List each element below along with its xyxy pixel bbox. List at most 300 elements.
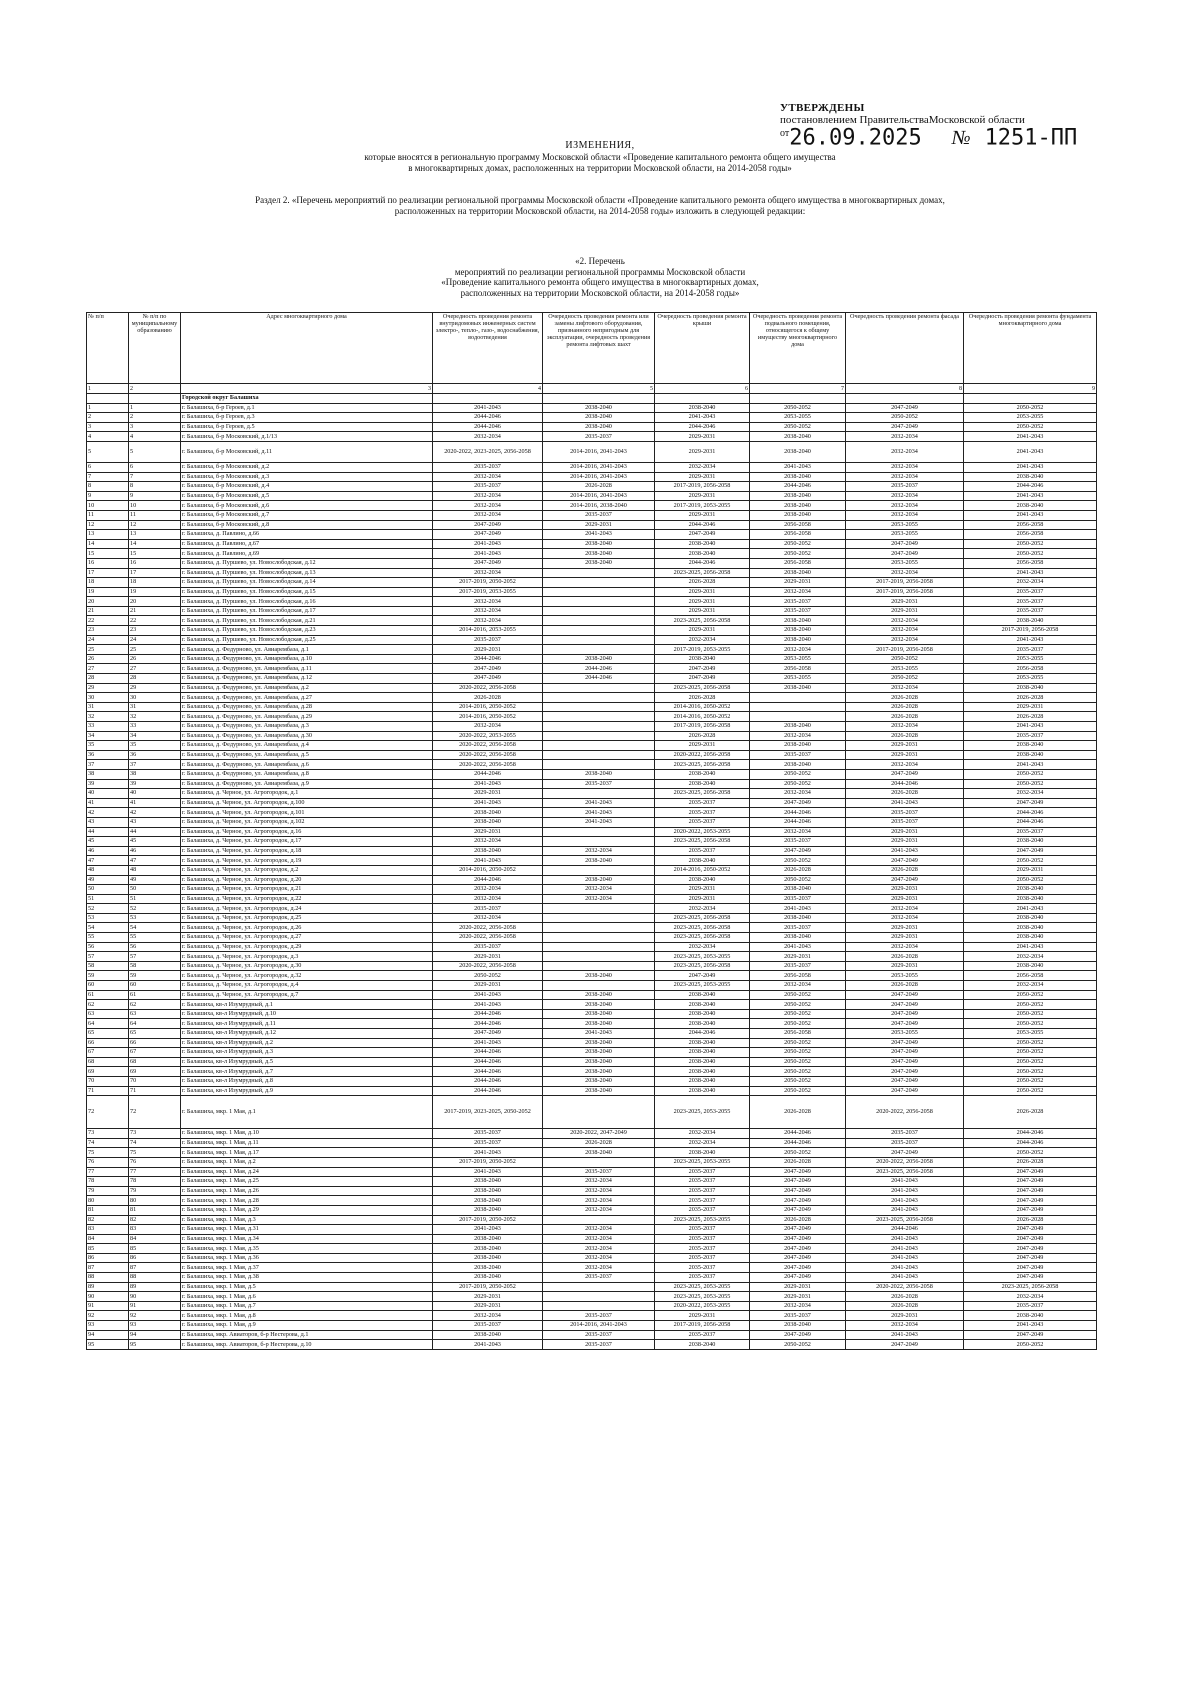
engineering-systems: 2044-2046 [433,654,543,664]
table-row [87,645,1097,655]
row-number: 53 [87,913,129,923]
row-number: 49 [87,875,129,885]
table-row [87,1273,1097,1283]
basement-repair: 2038-2040 [750,1321,846,1331]
elevator-repair [543,837,655,847]
basement-repair: 2050-2052 [750,1057,846,1067]
row-number: 15 [87,549,129,559]
row-number: 67 [87,1048,129,1058]
foundation-repair: 2050-2052 [964,403,1097,413]
house-address: г. Балашиха, б-р Московский, д.8 [181,520,433,530]
roof-repair: 2038-2040 [655,654,750,664]
municipal-number: 7 [129,472,181,482]
basement-repair: 2038-2040 [750,501,846,511]
table-row [87,731,1097,741]
house-address: г. Балашиха, б-р Героев, д.3 [181,413,433,423]
municipal-number: 49 [129,875,181,885]
facade-repair: 2041-2043 [846,1273,964,1283]
foundation-repair: 2026-2028 [964,1157,1097,1167]
house-address: г. Балашиха, мкр. 1 Мая, д.2 [181,1157,433,1167]
foundation-repair: 2047-2049 [964,1177,1097,1187]
basement-repair: 2038-2040 [750,635,846,645]
engineering-systems: 2035-2037 [433,1321,543,1331]
table-row [87,413,1097,423]
table-row [87,568,1097,578]
engineering-systems: 2029-2031 [433,952,543,962]
roof-repair: 2035-2037 [655,1263,750,1273]
facade-repair: 2053-2055 [846,1029,964,1039]
table-row [87,635,1097,645]
municipal-number: 45 [129,837,181,847]
approval-line: постановлением ПравительстваМосковской области [780,114,1025,126]
roof-repair: 2032-2034 [655,1138,750,1148]
engineering-systems: 2041-2043 [433,1167,543,1177]
municipal-number: 39 [129,779,181,789]
elevator-repair: 2032-2034 [543,894,655,904]
engineering-systems: 2020-2022, 2056-2058 [433,760,543,770]
elevator-repair: 2014-2016, 2041-2043 [543,472,655,482]
row-number: 36 [87,750,129,760]
engineering-systems: 2044-2046 [433,1067,543,1077]
elevator-repair: 2032-2034 [543,1253,655,1263]
engineering-systems: 2047-2049 [433,558,543,568]
house-address: г. Балашиха, мкр. 1 Мая, д.35 [181,1244,433,1254]
row-number: 44 [87,827,129,837]
foundation-repair: 2026-2028 [964,712,1097,722]
elevator-repair: 2038-2040 [543,403,655,413]
row-number: 58 [87,961,129,971]
elevator-repair [543,1301,655,1311]
facade-repair: 2029-2031 [846,597,964,607]
region-name: Городской округ Балашиха [181,394,433,404]
roof-repair: 2038-2040 [655,1086,750,1096]
facade-repair: 2020-2022, 2056-2058 [846,1157,964,1167]
elevator-repair: 2038-2040 [543,539,655,549]
elevator-repair [543,616,655,626]
table-row [87,683,1097,693]
elevator-repair [543,1215,655,1225]
house-address: г. Балашиха, кв-л Изумрудный, д.12 [181,1029,433,1039]
foundation-repair: 2032-2034 [964,1292,1097,1302]
table-row [87,693,1097,703]
column-number: 8 [846,384,964,394]
engineering-systems: 2038-2040 [433,1263,543,1273]
facade-repair: 2026-2028 [846,702,964,712]
facade-repair: 2047-2049 [846,1067,964,1077]
basement-repair: 2053-2055 [750,413,846,423]
foundation-repair: 2038-2040 [964,894,1097,904]
row-number: 82 [87,1215,129,1225]
facade-repair: 2029-2031 [846,827,964,837]
engineering-systems: 2044-2046 [433,1086,543,1096]
house-address: г. Балашиха, д. Пуршево, ул. Новослободская, д.14 [181,578,433,588]
house-address: г. Балашиха, д. Пуршево, ул. Новослободская, д.13 [181,568,433,578]
engineering-systems: 2014-2016, 2050-2052 [433,865,543,875]
table-row [87,626,1097,636]
elevator-repair [543,981,655,991]
municipal-number: 9 [129,491,181,501]
house-address: г. Балашиха, мкр. 1 Мая, д.8 [181,1311,433,1321]
table-row [87,1096,1097,1129]
municipal-number: 20 [129,597,181,607]
roof-repair: 2023-2025, 2056-2058 [655,837,750,847]
foundation-repair: 2050-2052 [964,856,1097,866]
column-number: 5 [543,384,655,394]
basement-repair: 2035-2037 [750,961,846,971]
basement-repair: 2038-2040 [750,722,846,732]
row-number: 77 [87,1167,129,1177]
facade-repair: 2041-2043 [846,846,964,856]
foundation-repair: 2050-2052 [964,1340,1097,1350]
basement-repair: 2038-2040 [750,568,846,578]
facade-repair: 2047-2049 [846,1148,964,1158]
row-number: 4 [87,432,129,442]
facade-repair: 2047-2049 [846,1000,964,1010]
engineering-systems: 2038-2040 [433,1205,543,1215]
table-row [87,422,1097,432]
facade-repair: 2032-2034 [846,501,964,511]
elevator-repair: 2014-2016, 2041-2043 [543,462,655,472]
row-number: 85 [87,1244,129,1254]
foundation-repair: 2041-2043 [964,722,1097,732]
roof-repair: 2035-2037 [655,817,750,827]
elevator-repair [543,578,655,588]
row-number: 26 [87,654,129,664]
roof-repair: 2014-2016, 2050-2052 [655,702,750,712]
row-number: 63 [87,1009,129,1019]
basement-repair: 2038-2040 [750,472,846,482]
table-row [87,789,1097,799]
foundation-repair: 2041-2043 [964,904,1097,914]
house-address: г. Балашиха, д. Черное, ул. Агрогородок, д.27 [181,933,433,943]
house-address: г. Балашиха, мкр. 1 Мая, д.1 [181,1096,433,1129]
roof-repair: 2029-2031 [655,587,750,597]
basement-repair: 2038-2040 [750,933,846,943]
roof-repair: 2023-2025, 2053-2055 [655,1215,750,1225]
basement-repair: 2029-2031 [750,1292,846,1302]
row-number: 81 [87,1205,129,1215]
engineering-systems: 2044-2046 [433,1057,543,1067]
basement-repair: 2047-2049 [750,1186,846,1196]
engineering-systems: 2041-2043 [433,1148,543,1158]
table-row [87,462,1097,472]
roof-repair: 2023-2025, 2053-2055 [655,981,750,991]
header-cell: № п/п по муниципальному образованию [129,313,181,384]
row-number: 45 [87,837,129,847]
engineering-systems: 2032-2034 [433,501,543,511]
facade-repair: 2041-2043 [846,1177,964,1187]
municipal-number: 37 [129,760,181,770]
row-number: 84 [87,1234,129,1244]
foundation-repair: 2041-2043 [964,1321,1097,1331]
foundation-repair: 2047-2049 [964,1273,1097,1283]
municipal-number: 22 [129,616,181,626]
elevator-repair [543,606,655,616]
basement-repair: 2038-2040 [750,510,846,520]
facade-repair: 2026-2028 [846,865,964,875]
roof-repair: 2026-2028 [655,693,750,703]
facade-repair: 2029-2031 [846,885,964,895]
basement-repair: 2050-2052 [750,539,846,549]
foundation-repair: 2026-2028 [964,1215,1097,1225]
row-number: 14 [87,539,129,549]
column-number: 4 [433,384,543,394]
basement-repair: 2038-2040 [750,913,846,923]
foundation-repair: 2035-2037 [964,731,1097,741]
row-number: 79 [87,1186,129,1196]
elevator-repair: 2032-2034 [543,1177,655,1187]
facade-repair: 2032-2034 [846,472,964,482]
region-empty-cell [964,394,1097,404]
foundation-repair: 2035-2037 [964,1301,1097,1311]
table-row [87,1311,1097,1321]
basement-repair: 2047-2049 [750,1253,846,1263]
region-empty-cell [655,394,750,404]
facade-repair: 2050-2052 [846,654,964,664]
elevator-repair: 2026-2028 [543,1138,655,1148]
roof-repair: 2044-2046 [655,422,750,432]
elevator-repair: 2038-2040 [543,971,655,981]
row-number: 68 [87,1057,129,1067]
elevator-repair: 2014-2016, 2041-2043 [543,491,655,501]
house-address: г. Балашиха, мкр. 1 Мая, д.5 [181,1282,433,1292]
house-address: г. Балашиха, д. Федурново, ул. Авиарембаза, д.9 [181,779,433,789]
house-address: г. Балашиха, д. Федурново, ул. Авиарембаза, д.3 [181,722,433,732]
engineering-systems: 2041-2043 [433,1225,543,1235]
table-row [87,1029,1097,1039]
engineering-systems: 2035-2037 [433,482,543,492]
row-number: 57 [87,952,129,962]
basement-repair: 2038-2040 [750,616,846,626]
municipal-number: 19 [129,587,181,597]
engineering-systems: 2029-2031 [433,645,543,655]
section-text [200,195,1000,217]
elevator-repair: 2038-2040 [543,1057,655,1067]
engineering-systems: 2035-2037 [433,462,543,472]
table-row [87,664,1097,674]
roof-repair: 2038-2040 [655,1057,750,1067]
row-number: 25 [87,645,129,655]
row-number: 35 [87,741,129,751]
facade-repair: 2047-2049 [846,875,964,885]
basement-repair: 2056-2058 [750,971,846,981]
facade-repair: 2041-2043 [846,1253,964,1263]
row-number: 95 [87,1340,129,1350]
table-row [87,1048,1097,1058]
basement-repair: 2041-2043 [750,904,846,914]
basement-repair: 2050-2052 [750,1038,846,1048]
house-address: г. Балашиха, кв-л Изумрудный, д.3 [181,1048,433,1058]
column-number: 9 [964,384,1097,394]
foundation-repair: 2050-2052 [964,1038,1097,1048]
facade-repair: 2041-2043 [846,1330,964,1340]
engineering-systems: 2032-2034 [433,616,543,626]
elevator-repair: 2038-2040 [543,1086,655,1096]
row-number: 66 [87,1038,129,1048]
house-address: г. Балашиха, д. Федурново, ул. Авиарембаза, д.30 [181,731,433,741]
engineering-systems: 2020-2022, 2056-2058 [433,933,543,943]
house-address: г. Балашиха, д. Черное, ул. Агрогородок, д.100 [181,798,433,808]
elevator-repair: 2014-2016, 2041-2043 [543,441,655,462]
municipal-number: 25 [129,645,181,655]
roof-repair: 2020-2022, 2053-2055 [655,1301,750,1311]
roof-repair: 2023-2025, 2056-2058 [655,789,750,799]
facade-repair: 2053-2055 [846,971,964,981]
table-row [87,1215,1097,1225]
row-number: 62 [87,1000,129,1010]
house-address: г. Балашиха, д. Павлино, д.67 [181,539,433,549]
elevator-repair: 2044-2046 [543,674,655,684]
foundation-repair: 2047-2049 [964,846,1097,856]
basement-repair: 2029-2031 [750,1282,846,1292]
house-address: г. Балашиха, мкр. 1 Мая, д.25 [181,1177,433,1187]
basement-repair: 2047-2049 [750,1177,846,1187]
roof-repair: 2035-2037 [655,1225,750,1235]
facade-repair: 2017-2019, 2056-2058 [846,578,964,588]
engineering-systems: 2047-2049 [433,530,543,540]
facade-repair: 2029-2031 [846,1311,964,1321]
foundation-repair: 2032-2034 [964,789,1097,799]
facade-repair: 2026-2028 [846,789,964,799]
engineering-systems: 2041-2043 [433,1340,543,1350]
table-row [87,441,1097,462]
house-address: г. Балашиха, д. Федурново, ул. Авиарембаза, д.27 [181,693,433,703]
row-number: 22 [87,616,129,626]
house-address: г. Балашиха, д. Черное, ул. Агрогородок, д.32 [181,971,433,981]
basement-repair: 2026-2028 [750,1096,846,1129]
elevator-repair [543,1292,655,1302]
engineering-systems: 2044-2046 [433,1048,543,1058]
basement-repair: 2026-2028 [750,1157,846,1167]
roof-repair: 2035-2037 [655,1167,750,1177]
row-number: 72 [87,1096,129,1129]
table-row [87,1234,1097,1244]
house-address: г. Балашиха, д. Черное, ул. Агрогородок, д.26 [181,923,433,933]
facade-repair: 2029-2031 [846,606,964,616]
table-row [87,520,1097,530]
roof-repair: 2029-2031 [655,1311,750,1321]
basement-repair [750,702,846,712]
foundation-repair: 2041-2043 [964,510,1097,520]
elevator-repair [543,750,655,760]
roof-repair: 2017-2019, 2053-2055 [655,501,750,511]
house-address: г. Балашиха, б-р Героев, д.1 [181,403,433,413]
house-address: г. Балашиха, д. Черное, ул. Агрогородок, д.17 [181,837,433,847]
table-row [87,1009,1097,1019]
foundation-repair: 2041-2043 [964,432,1097,442]
basement-repair: 2035-2037 [750,1311,846,1321]
row-number: 5 [87,441,129,462]
house-address: г. Балашиха, мкр. 1 Мая, д.6 [181,1292,433,1302]
municipal-number: 59 [129,971,181,981]
elevator-repair: 2038-2040 [543,1067,655,1077]
house-address: г. Балашиха, д. Федурново, ул. Авиарембаза, д.29 [181,712,433,722]
basement-repair: 2044-2046 [750,482,846,492]
house-address: г. Балашиха, д. Федурново, ул. Авиарембаза, д.11 [181,664,433,674]
foundation-repair: 2035-2037 [964,645,1097,655]
municipal-number: 68 [129,1057,181,1067]
foundation-repair: 2038-2040 [964,750,1097,760]
facade-repair: 2044-2046 [846,779,964,789]
table-row [87,558,1097,568]
row-number: 9 [87,491,129,501]
facade-repair: 2032-2034 [846,635,964,645]
region-empty-cell [846,394,964,404]
house-address: г. Балашиха, д. Пуршево, ул. Новослободская, д.15 [181,587,433,597]
facade-repair: 2020-2022, 2056-2058 [846,1096,964,1129]
house-address: г. Балашиха, мкр. 1 Мая, д.9 [181,1321,433,1331]
row-number: 87 [87,1263,129,1273]
facade-repair: 2026-2028 [846,731,964,741]
municipal-number: 63 [129,1009,181,1019]
facade-repair: 2047-2049 [846,856,964,866]
basement-repair: 2032-2034 [750,827,846,837]
roof-repair: 2047-2049 [655,664,750,674]
elevator-repair [543,961,655,971]
roof-repair: 2035-2037 [655,1244,750,1254]
table-row [87,837,1097,847]
house-address: г. Балашиха, кв-л Изумрудный, д.2 [181,1038,433,1048]
municipal-number: 56 [129,942,181,952]
roof-repair: 2023-2025, 2056-2058 [655,913,750,923]
municipal-number: 75 [129,1148,181,1158]
approval-block [780,102,1170,151]
roof-repair: 2038-2040 [655,769,750,779]
municipal-number: 1 [129,403,181,413]
engineering-systems: 2017-2019, 2050-2052 [433,1282,543,1292]
municipal-number: 44 [129,827,181,837]
foundation-repair: 2050-2052 [964,769,1097,779]
engineering-systems: 2041-2043 [433,990,543,1000]
basement-repair: 2044-2046 [750,808,846,818]
basement-repair: 2050-2052 [750,856,846,866]
roof-repair: 2023-2025, 2053-2055 [655,1282,750,1292]
basement-repair: 2047-2049 [750,1273,846,1283]
facade-repair: 2032-2034 [846,462,964,472]
municipal-number: 83 [129,1225,181,1235]
elevator-repair: 2041-2043 [543,798,655,808]
list-title-line-4: расположенных на территории Московской области, на 2014-2058 годы» [460,287,740,298]
elevator-repair: 2041-2043 [543,1029,655,1039]
row-number: 61 [87,990,129,1000]
municipal-number: 64 [129,1019,181,1029]
roof-repair: 2035-2037 [655,846,750,856]
table-row [87,1282,1097,1292]
facade-repair: 2047-2049 [846,990,964,1000]
municipal-number: 55 [129,933,181,943]
facade-repair: 2035-2037 [846,817,964,827]
facade-repair: 2035-2037 [846,1138,964,1148]
roof-repair: 2038-2040 [655,539,750,549]
engineering-systems: 2032-2034 [433,491,543,501]
table-row [87,933,1097,943]
basement-repair: 2044-2046 [750,1129,846,1139]
facade-repair: 2035-2037 [846,1129,964,1139]
house-address: г. Балашиха, д. Черное, ул. Агрогородок, д.1 [181,789,433,799]
municipal-number: 12 [129,520,181,530]
foundation-repair: 2038-2040 [964,923,1097,933]
municipal-number: 80 [129,1196,181,1206]
house-address: г. Балашиха, б-р Героев, д.5 [181,422,433,432]
elevator-repair: 2038-2040 [543,1076,655,1086]
roof-repair: 2029-2031 [655,894,750,904]
basement-repair: 2038-2040 [750,441,846,462]
row-number: 27 [87,664,129,674]
basement-repair: 2047-2049 [750,1330,846,1340]
table-row [87,981,1097,991]
row-number: 31 [87,702,129,712]
house-address: г. Балашиха, кв-л Изумрудный, д.5 [181,1057,433,1067]
